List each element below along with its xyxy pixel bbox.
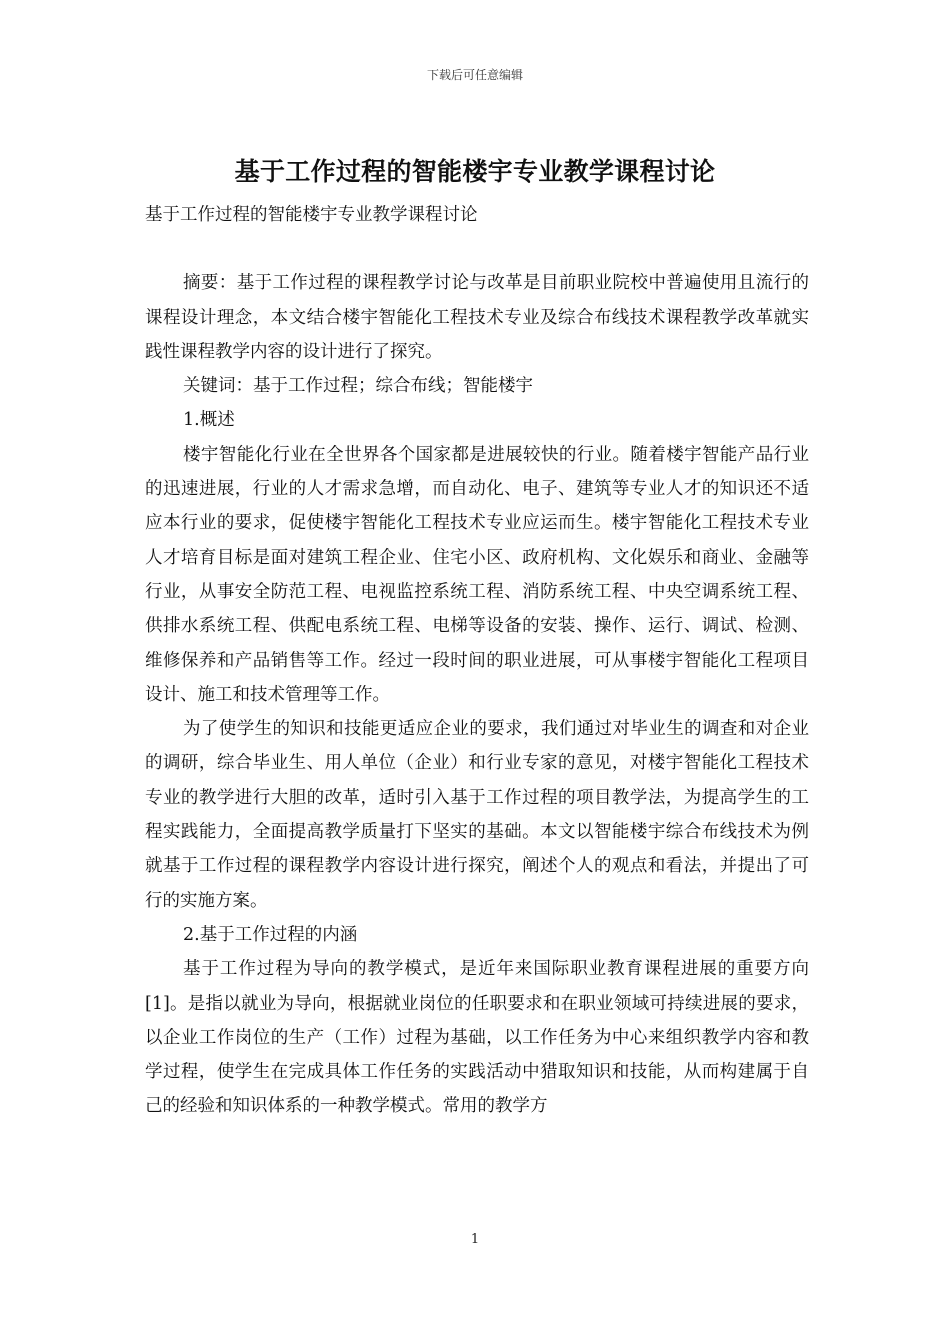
document-body (145, 198, 809, 1124)
section-2-heading: 2.基于工作过程的内涵 (183, 924, 358, 945)
section-2-paragraph-1: 基于工作过程为导向的教学模式，是近年来国际职业教育课程进展的重要方向[1]。是指以就业为导向，根据就业岗位的任职要求和在职业领域可持续进展的要求，以企业工作岗位的生产（工作）过程为基础，以工作任务为中心来组织教学内容和教学过程，使学生在完成具体工作任务的实践活动中猎取知识和技能，从而构建属于自己的经验和知识体系的一种教学模式。常用的教学方 (145, 959, 809, 1117)
document-title: 基于工作过程的智能楼宇专业教学课程讨论 (234, 157, 716, 186)
header-note: 下载后可任意编辑 (426, 68, 523, 82)
section-1-paragraph-2: 为了使学生的知识和技能更适应企业的要求，我们通过对毕业生的调查和对企业的调研，综合毕业生、用人单位（企业）和行业专家的意见，对楼宇智能化工程技术专业的教学进行大胆的改革，适时引入基于工作过程的项目教学法，为提高学生的工程实践能力，全面提高教学质量打下坚实的基础。本文以智能楼宇综合布线技术为例就基于工作过程的课程教学内容设计进行探究，阐述个人的观点和看法，并提出了可行的实施方案。 (145, 719, 809, 911)
abstract-paragraph: 摘要：基于工作过程的课程教学讨论与改革是目前职业院校中普遍使用且流行的课程设计理念，本文结合楼宇智能化工程技术专业及综合布线技术课程教学改革就实践性课程教学内容的设计进行了探究。 (145, 273, 809, 362)
keywords-line: 关键词：基于工作过程；综合布线；智能楼宇 (183, 376, 533, 397)
document-subtitle: 基于工作过程的智能楼宇专业教学课程讨论 (145, 205, 478, 225)
page-number: 1 (470, 1232, 480, 1247)
section-1-heading: 1.概述 (183, 410, 235, 431)
section-1-paragraph-1: 楼宇智能化行业在全世界各个国家都是进展较快的行业。随着楼宇智能产品行业的迅速进展，行业的人才需求急增，而自动化、电子、建筑等专业人才的知识还不适应本行业的要求，促使楼宇智能化工程技术专业应运而生。楼宇智能化工程技术专业人才培育目标是面对建筑工程企业、住宅小区、政府机构、文化娱乐和商业、金融等行业，从事安全防范工程、电视监控系统工程、消防系统工程、中央空调系统工程、供排水系统工程、供配电系统工程、电梯等设备的安装、操作、运行、调试、检测、维修保养和产品销售等工作。经过一段时间的职业进展，可从事楼宇智能化工程项目设计、施工和技术管理等工作。 (145, 444, 809, 705)
